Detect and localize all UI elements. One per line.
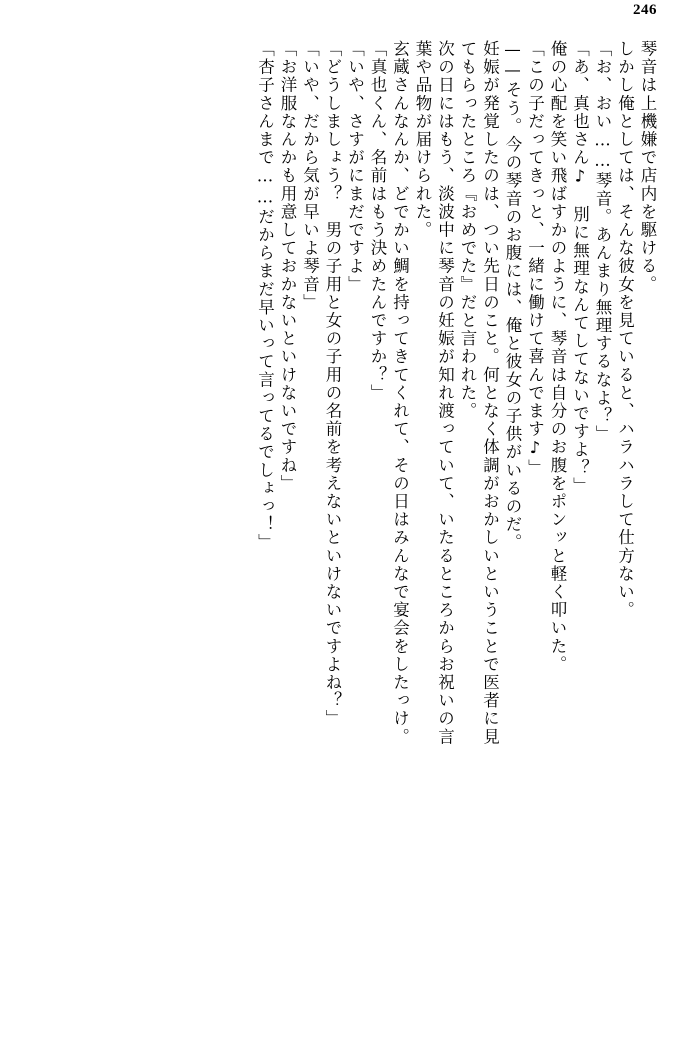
text-line: 「いや、さすがにまだですよ」	[345, 40, 365, 294]
text-line: 「この子だってきっと、一緒に働けて喜んでます♪」	[525, 40, 545, 477]
text-line: 「真也くん、名前はもう決めたんですか？」	[368, 40, 387, 402]
text-line: 「お、おい……琴音。あんまり無理するなよ？」	[593, 40, 612, 444]
text-line: 「どうしましょう？ 男の子用と女の子用の名前を考えないといけないですよね？」	[323, 40, 342, 728]
text-line: 「いや、だから気が早いよ琴音」	[300, 40, 320, 312]
text-line: 俺の心配を笑い飛ばすかのように、琴音は自分のお腹をポンッと軽く叩いた。	[548, 40, 567, 674]
text-line: 次の日にはもう、淡波中に琴音の妊娠が知れ渡っていて、いたるところからお祝いの言	[435, 40, 455, 746]
text-line: ——そう。今の琴音のお腹には、俺と彼女の子供がいるのだ。	[503, 40, 522, 552]
text-line: 「お洋服なんかも用意しておかないといけないですね」	[278, 40, 297, 493]
text-line: 玄蔵さんなんか、どでかい鯛を持ってきてくれて、その日はみんなで宴会をしたっけ。	[390, 40, 410, 746]
text-line: 琴音は上機嫌で店内を駆ける。	[638, 40, 657, 294]
page-number: 246	[633, 2, 657, 18]
text-line: 妊娠が発覚したのは、つい先日のこと。何となく体調がおかしいということで医者に見	[480, 40, 500, 746]
text-line: 葉や品物が届けられた。	[413, 40, 432, 240]
text-line: 「杏子さんまで……だからまだ早いって言ってるでしょっ！」	[255, 40, 275, 552]
vertical-text-body	[26, 40, 655, 1032]
text-line: しかし俺としては、そんな彼女を見ていると、ハラハラして仕方ない。	[615, 40, 635, 620]
text-line: てもらったところ『おめでた』だと言われた。	[458, 40, 477, 421]
text-line: 「あ、真也さん♪ 別に無理なんてしてないですよ？」	[570, 40, 590, 495]
